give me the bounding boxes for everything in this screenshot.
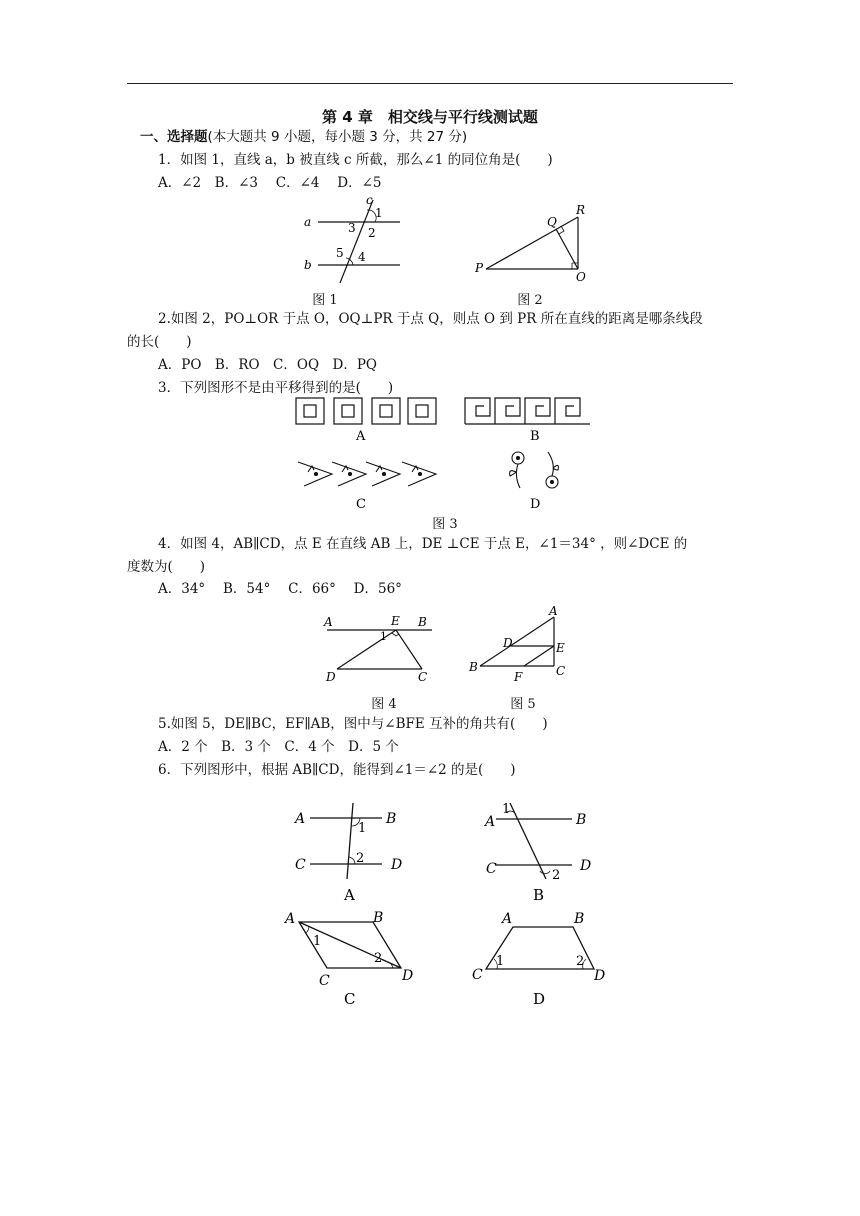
- figure-3: [290, 396, 600, 516]
- label-A: A: [324, 615, 333, 629]
- q2-stem-line1: 2.如图 2，PO⊥OR 于点 O，OQ⊥PR 于点 Q，则点 O 到 PR 所在直线的距离是哪条线段: [158, 311, 703, 327]
- fig3-label-D: D: [530, 497, 541, 512]
- label-P: P: [475, 261, 484, 275]
- fig6-option-a: [293, 803, 402, 904]
- segment-ef: [524, 646, 554, 666]
- angle-label-1: 1: [375, 206, 383, 220]
- fig6a-label-D: D: [391, 857, 403, 873]
- label-F: F: [514, 670, 523, 684]
- label-A: A: [549, 604, 558, 618]
- q1-options: A．∠2 B．∠3 C．∠4 D．∠5: [158, 175, 382, 191]
- q2-stem-line2: 的长( ): [127, 334, 192, 350]
- fig3-option-c-shapes: [298, 462, 436, 486]
- label-O: O: [576, 270, 586, 284]
- segment-ce: [396, 630, 422, 669]
- label-D: D: [503, 636, 513, 650]
- q2-options: A．PO B．RO C．OQ D．PQ: [158, 357, 377, 373]
- section-label: 一、选择题: [140, 129, 208, 145]
- label-C: C: [556, 664, 566, 678]
- section-header: [140, 128, 467, 146]
- label-E: E: [391, 614, 400, 628]
- fig6c-label-B: B: [373, 910, 384, 926]
- fig3-option-d-shapes: [510, 452, 559, 488]
- figure-3-caption: 图 3: [432, 517, 458, 532]
- fig6d-label-C: C: [472, 967, 483, 983]
- fig6-option-label-D: D: [533, 990, 546, 1008]
- fig6d-angle-1: 1: [496, 954, 505, 969]
- fig6a-label-B: B: [386, 811, 397, 827]
- fig6-option-b: [483, 802, 591, 904]
- fig3-label-C: C: [356, 497, 366, 512]
- fig3-label-B: B: [530, 429, 540, 444]
- label-D: D: [326, 670, 336, 684]
- angle-label-5: 5: [336, 246, 344, 260]
- fig6d-label-B: B: [574, 911, 585, 927]
- fig6c-angle-2: 2: [374, 951, 383, 966]
- q1-stem: 1．如图 1，直线 a，b 被直线 c 所截，那么∠1 的同位角是( ): [158, 152, 553, 168]
- angle-label-1: 1: [380, 630, 387, 643]
- fig6d-label-D: D: [594, 968, 606, 984]
- section-note: (本大题共 9 小题，每小题 3 分，共 27 分): [207, 129, 468, 145]
- q3-stem: 3．下列图形不是由平移得到的是( ): [158, 380, 394, 396]
- label-B: B: [469, 660, 478, 674]
- top-rule: [127, 83, 733, 84]
- segment-ab: [480, 617, 554, 666]
- fig6-option-c: [283, 910, 413, 1008]
- fig6c-angle-1: 1: [313, 934, 322, 949]
- q5-stem: 5.如图 5，DE∥BC，EF∥AB，图中与∠BFE 互补的角共有( ): [158, 716, 548, 732]
- fig6-option-label-B: B: [533, 886, 545, 904]
- angle-label-3: 3: [348, 221, 356, 235]
- fig3-option-a-shapes: [296, 398, 436, 424]
- fig3-option-b-shape: [465, 398, 590, 424]
- figure-1: [295, 195, 410, 285]
- q5-options: A．2 个 B．3 个 C．4 个 D．5 个: [158, 739, 399, 755]
- fig6b-angle-2: 2: [552, 868, 561, 883]
- q4-stem-line2: 度数为( ): [127, 559, 206, 575]
- q4-options: A．34° B．54° C．66° D．56°: [158, 581, 402, 597]
- fig6b-label-B: B: [576, 812, 587, 828]
- q6-stem: 6．下列图形中，根据 AB∥CD，能得到∠1＝∠2 的是( ): [158, 762, 516, 778]
- fig6c-label-C: C: [319, 973, 330, 989]
- segment-de: [337, 630, 396, 669]
- label-E: E: [556, 641, 565, 655]
- label-Q: Q: [547, 215, 557, 229]
- fig6b-label-C: C: [486, 861, 497, 877]
- fig6-option-label-A: A: [344, 886, 355, 904]
- fig6c-label-A: A: [285, 911, 296, 927]
- figure-5-caption: 图 5: [510, 697, 536, 712]
- figure-5: [466, 605, 576, 690]
- page-title: 第 4 章 相交线与平行线测试题: [322, 108, 538, 126]
- figure-6: [280, 795, 620, 1010]
- fig6d-angle-2: 2: [576, 954, 585, 969]
- fig6-option-label-C: C: [344, 990, 356, 1008]
- fig6a-label-A: A: [295, 811, 306, 827]
- fig3-label-A: A: [356, 429, 366, 444]
- figure-4: [320, 612, 440, 687]
- label-R: R: [576, 203, 586, 217]
- fig6c-label-D: D: [402, 968, 414, 984]
- fig6d-label-A: A: [502, 911, 513, 927]
- fig6b-label-A: A: [485, 814, 496, 830]
- label-B: B: [418, 615, 427, 629]
- figure-1-caption: 图 1: [312, 293, 338, 308]
- figure-2-caption: 图 2: [517, 293, 543, 308]
- angle-label-2: 2: [368, 226, 376, 240]
- figure-4-caption: 图 4: [371, 697, 397, 712]
- angle-label-4: 4: [358, 250, 366, 264]
- figure-2: [470, 200, 600, 285]
- fig6b-angle-1: 1: [502, 802, 511, 817]
- fig6b-label-D: D: [580, 858, 592, 874]
- fig6a-angle-1: 1: [358, 821, 367, 836]
- fig6a-angle-2: 2: [356, 851, 365, 866]
- label-C: C: [418, 670, 428, 684]
- fig6-option-d: [472, 911, 605, 1008]
- label-b: b: [304, 258, 312, 272]
- q4-stem-line1: 4．如图 4，AB∥CD，点 E 在直线 AB 上，DE ⊥CE 于点 E，∠1＝34° ，则∠DCE 的: [158, 536, 688, 552]
- fig6a-label-C: C: [295, 857, 306, 873]
- label-c: c: [366, 193, 373, 207]
- label-a: a: [304, 215, 312, 229]
- line-c: [340, 200, 373, 283]
